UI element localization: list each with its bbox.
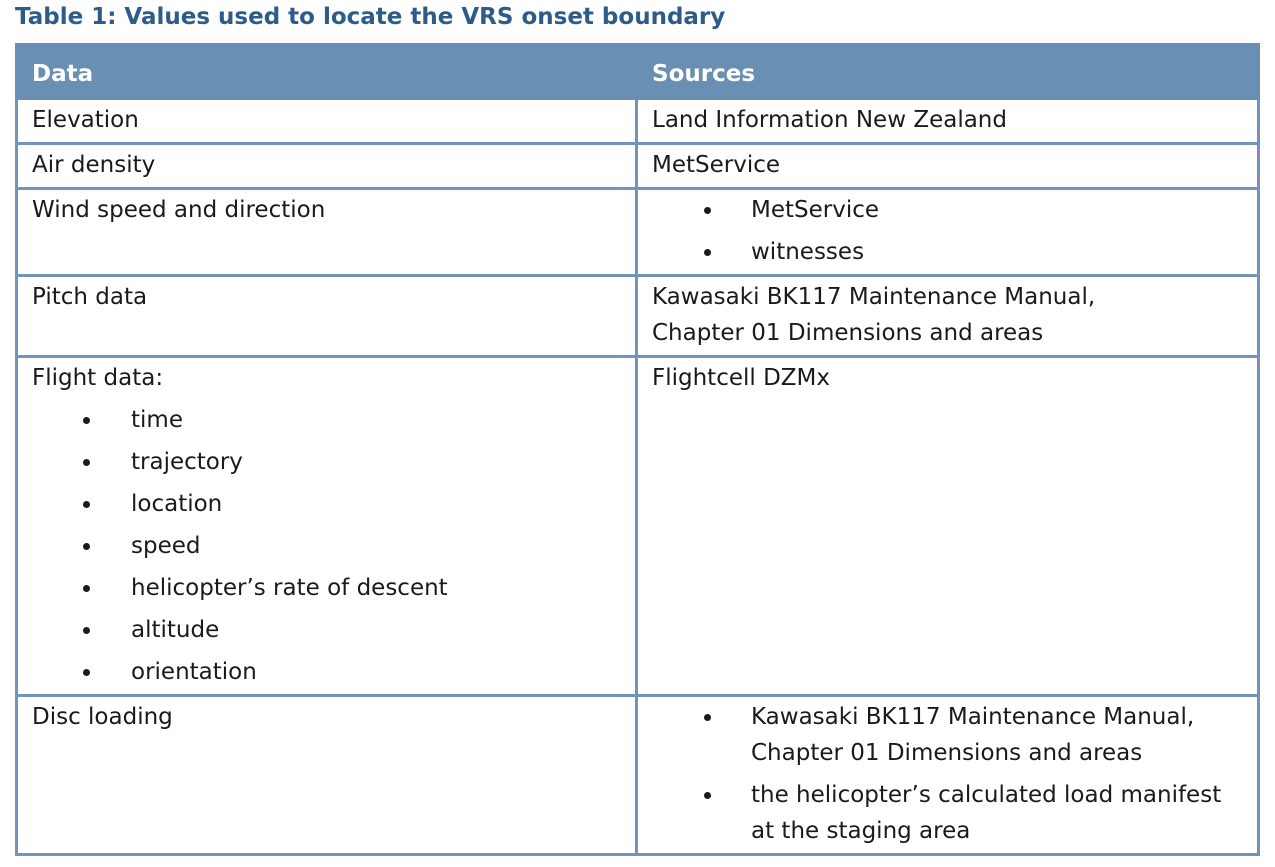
table-row	[17, 357, 1259, 696]
data-cell: Disc loading	[17, 696, 637, 855]
list-item-text: Chapter 01 Dimensions and areas	[751, 740, 1143, 766]
bullet-icon	[83, 459, 90, 466]
list-item-text: at the staging area	[751, 818, 971, 844]
bullet-icon	[704, 207, 711, 214]
list-item-text: altitude	[131, 617, 220, 643]
source-list	[652, 699, 1243, 849]
source-line: Kawasaki BK117 Maintenance Manual,	[652, 284, 1096, 310]
list-item-text: MetService	[751, 197, 880, 223]
bullet-icon	[83, 501, 90, 508]
list-item	[32, 612, 621, 648]
bullet-icon	[704, 792, 711, 799]
list-item	[32, 444, 621, 480]
data-cell: Wind speed and direction	[17, 189, 637, 276]
bullet-icon	[83, 627, 90, 634]
list-item-text: orientation	[131, 659, 257, 685]
bullet-icon	[83, 417, 90, 424]
list-item-text: trajectory	[131, 449, 243, 475]
list-item	[652, 192, 1243, 228]
bullet-icon	[704, 714, 711, 721]
header-sources: Sources	[637, 45, 1259, 99]
source-cell	[637, 276, 1259, 357]
list-item	[32, 486, 621, 522]
list-item	[652, 699, 1243, 771]
source-cell	[637, 696, 1259, 855]
table-caption: Table 1: Values used to locate the VRS onset boundary	[15, 4, 726, 30]
table-row	[17, 99, 1259, 144]
source-cell: MetService	[637, 144, 1259, 189]
data-cell	[17, 357, 637, 696]
source-cell: Land Information New Zealand	[637, 99, 1259, 144]
table-row	[17, 144, 1259, 189]
data-cell: Pitch data	[17, 276, 637, 357]
flight-data-list	[32, 402, 621, 690]
table-row	[17, 696, 1259, 855]
table-row	[17, 189, 1259, 276]
list-item	[32, 528, 621, 564]
list-item-text: speed	[131, 533, 201, 559]
sources-table	[15, 43, 1260, 856]
list-item-text: witnesses	[751, 239, 865, 265]
header-data: Data	[17, 45, 637, 99]
data-cell: Elevation	[17, 99, 637, 144]
source-list	[652, 192, 1243, 270]
bullet-icon	[83, 585, 90, 592]
list-item-text: time	[131, 407, 183, 433]
list-item	[652, 777, 1243, 849]
list-item-text: Kawasaki BK117 Maintenance Manual,	[751, 704, 1195, 730]
data-cell-label: Flight data:	[32, 365, 164, 391]
list-item-text: helicopter’s rate of descent	[131, 575, 448, 601]
list-item	[32, 570, 621, 606]
list-item-text: location	[131, 491, 223, 517]
data-cell: Air density	[17, 144, 637, 189]
source-cell: Flightcell DZMx	[637, 357, 1259, 696]
table-row	[17, 276, 1259, 357]
bullet-icon	[83, 543, 90, 550]
list-item	[32, 402, 621, 438]
list-item	[32, 654, 621, 690]
source-line: Chapter 01 Dimensions and areas	[652, 320, 1044, 346]
table-header-row	[17, 45, 1259, 99]
list-item-text: the helicopter’s calculated load manifest	[751, 782, 1222, 808]
bullet-icon	[704, 249, 711, 256]
bullet-icon	[83, 669, 90, 676]
list-item	[652, 234, 1243, 270]
source-cell	[637, 189, 1259, 276]
